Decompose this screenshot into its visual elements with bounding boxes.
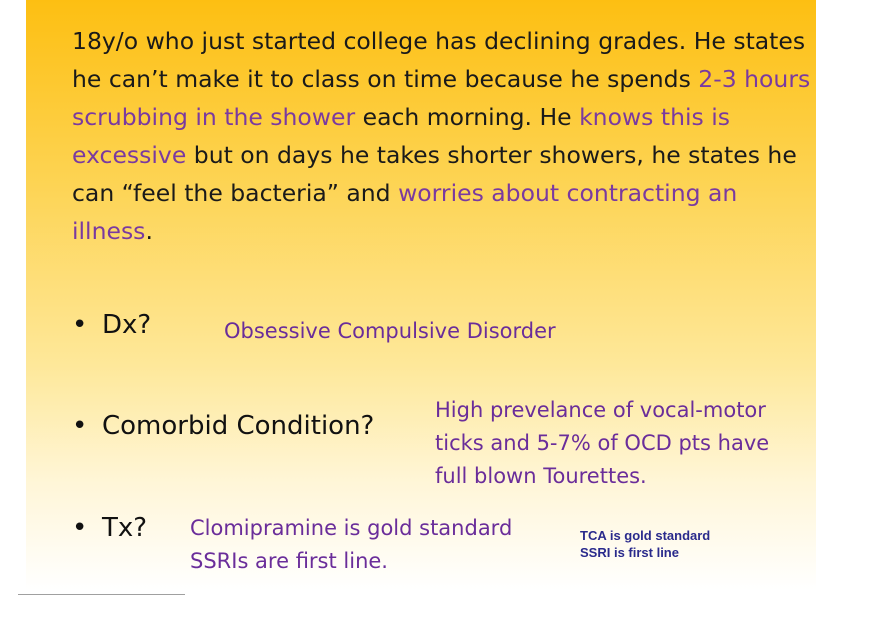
case-highlight-illness: worries about contracting an illness (72, 179, 738, 245)
case-text-3: but on days he takes shorter showers, he states he can “feel the bacteria” and (72, 141, 797, 207)
bullet-comorbid (72, 411, 374, 441)
comorbid-answer-line: ticks and 5-7% of OCD pts have (435, 431, 770, 455)
note-line: SSRI is first line (580, 545, 679, 560)
tx-answer-line: SSRIs are first line. (190, 549, 388, 573)
bullet-dx (72, 310, 151, 340)
tx-answer-line: Clomipramine is gold standard (190, 516, 513, 540)
case-highlight-excessive: knows this is excessive (72, 103, 730, 169)
bullet-dot: • (72, 513, 88, 543)
dx-label: Dx? (102, 310, 152, 340)
comorbid-label: Comorbid Condition? (102, 411, 375, 441)
footer-divider (18, 594, 185, 595)
case-text-1: 18y/o who just started college has declining grades. He states he can’t make it to class on time because he spends (72, 27, 806, 93)
case-description (72, 22, 812, 250)
tx-label: Tx? (102, 513, 148, 543)
bullet-dot: • (72, 411, 88, 441)
case-highlight-shower: 2-3 hours scrubbing in the shower (72, 65, 811, 131)
bullet-tx (72, 513, 147, 543)
comorbid-answer (435, 394, 769, 493)
dx-answer: Obsessive Compulsive Disorder (224, 319, 556, 343)
case-text-4: . (145, 217, 153, 245)
case-text-2: each morning. He (355, 103, 580, 131)
tx-side-note (580, 527, 710, 561)
bullet-dot: • (72, 310, 88, 340)
comorbid-answer-line: High prevelance of vocal-motor (435, 398, 766, 422)
comorbid-answer-line: full blown Tourettes. (435, 464, 647, 488)
note-line: TCA is gold standard (580, 528, 711, 543)
tx-answer (190, 512, 512, 578)
